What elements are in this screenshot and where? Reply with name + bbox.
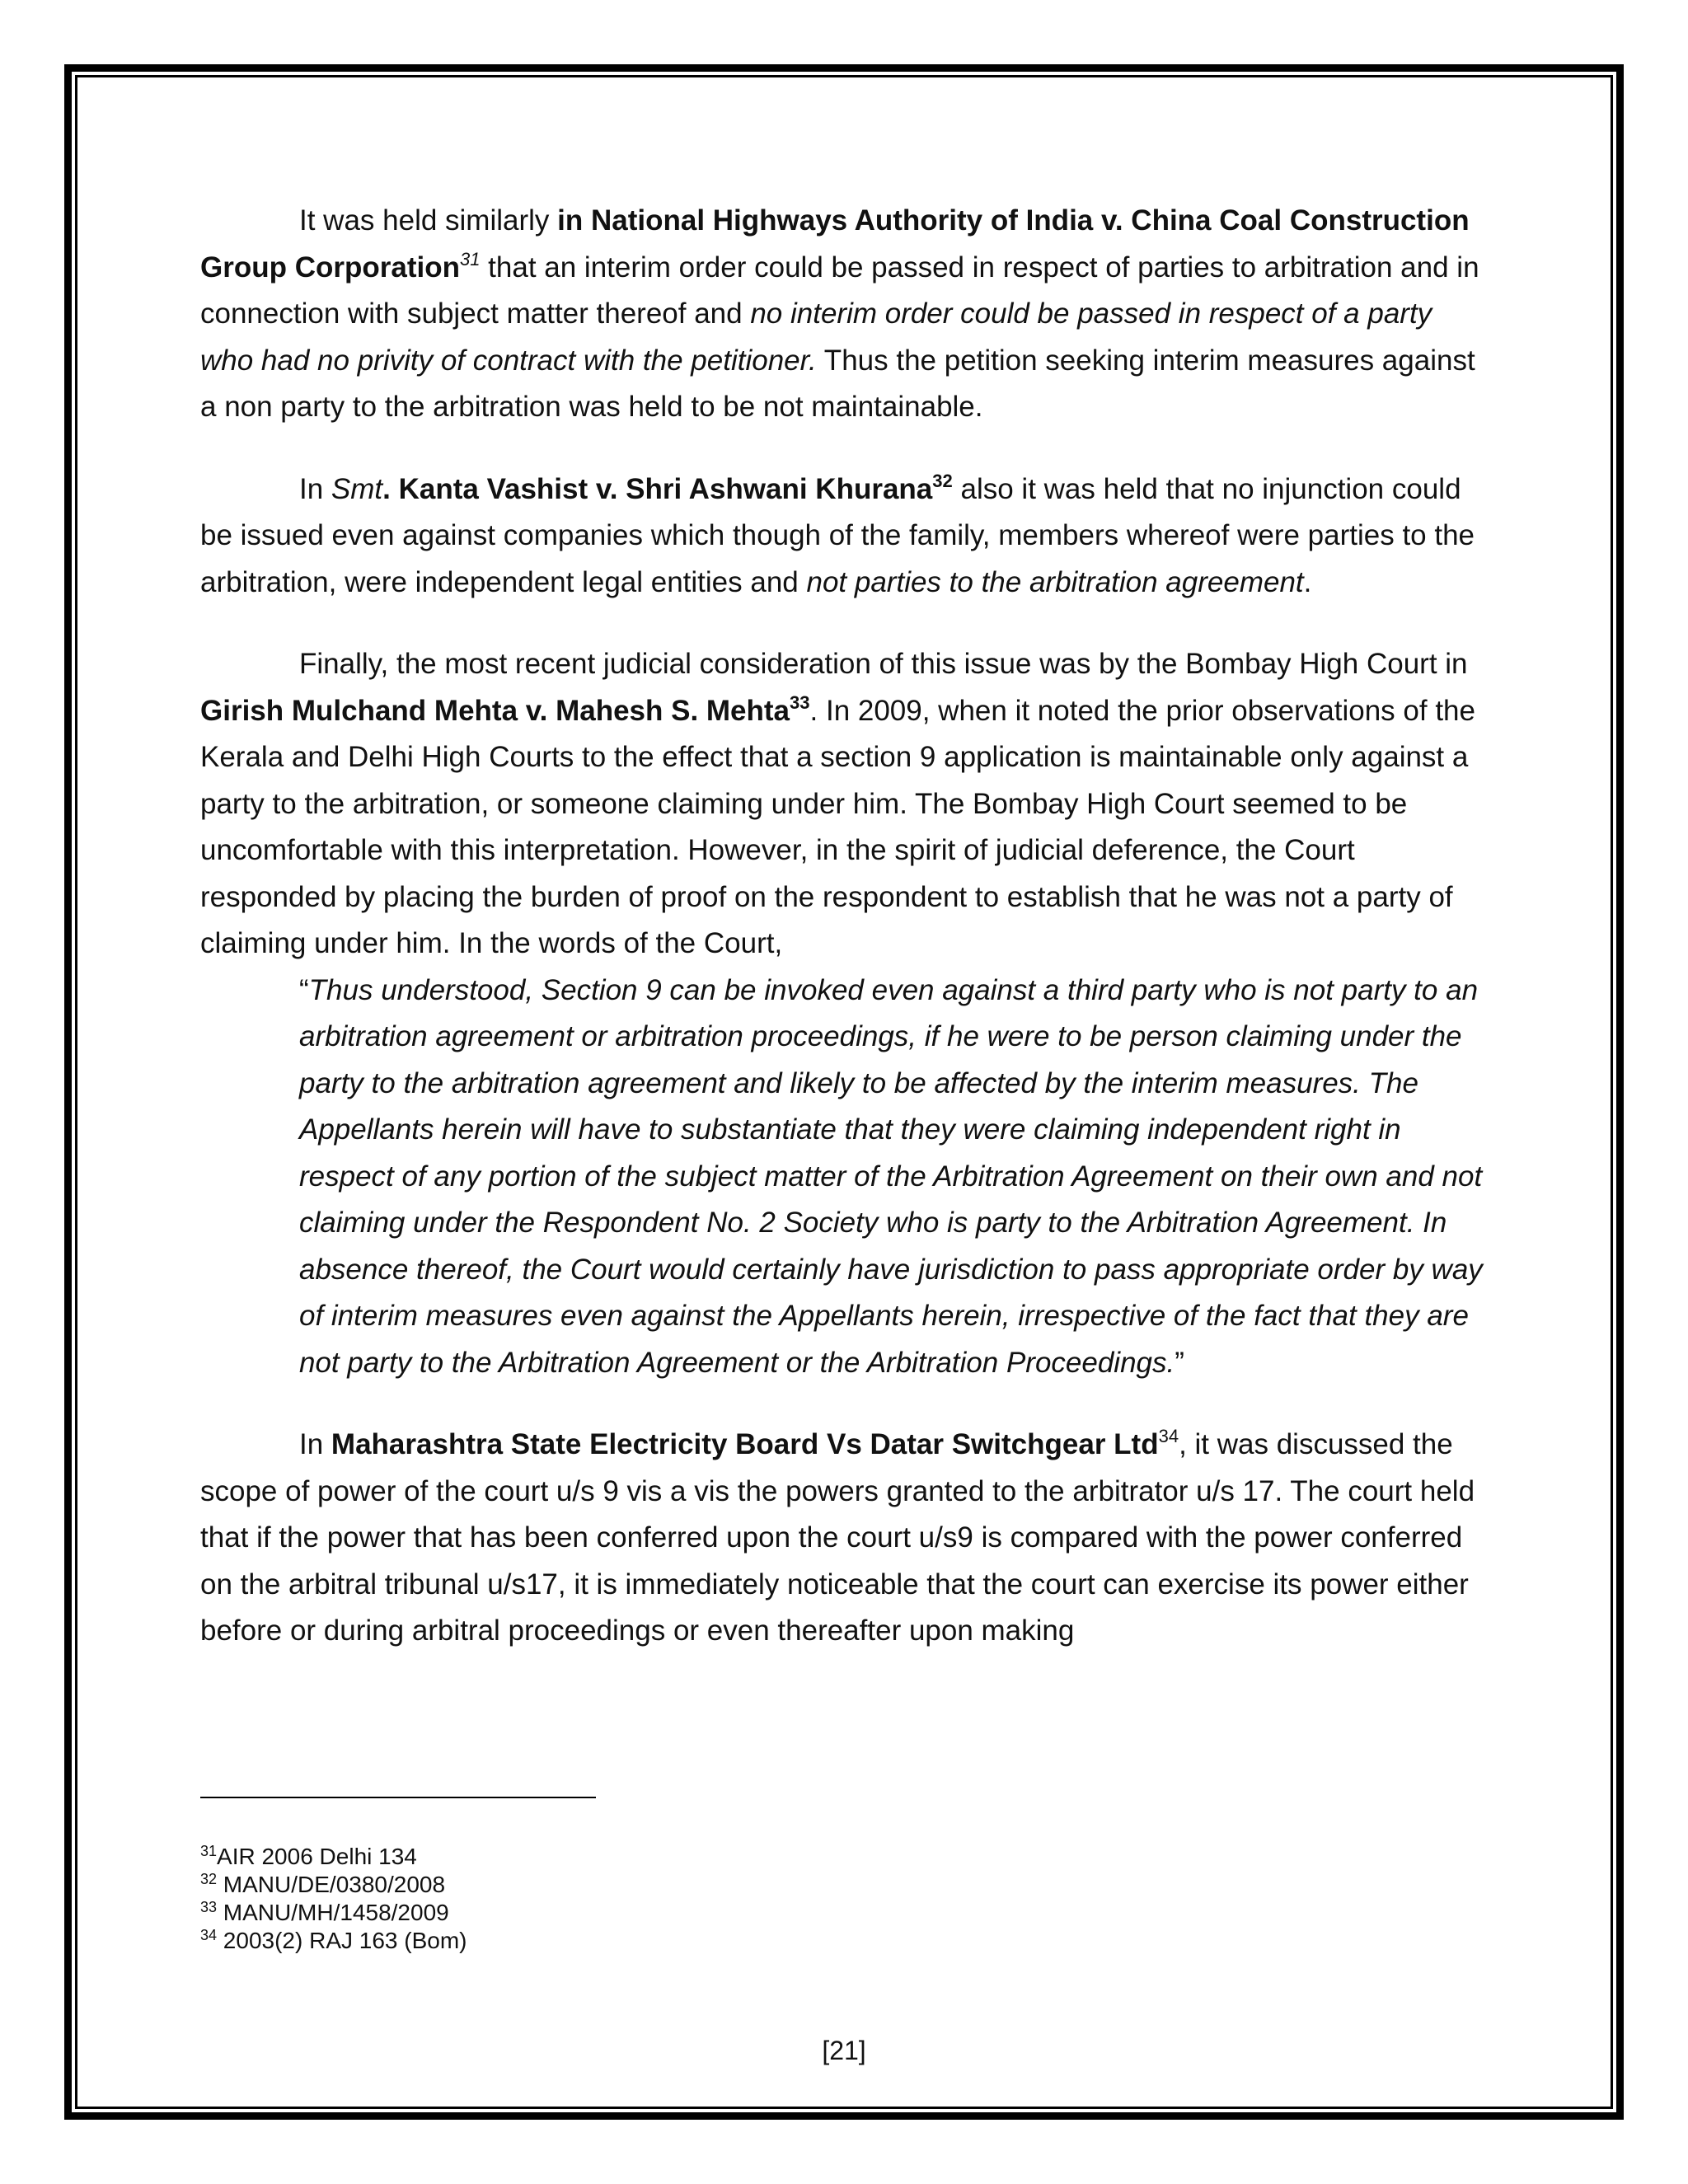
footnotes <box>200 1843 467 1955</box>
footnote-ref-34[interactable]: 34 <box>1158 1426 1179 1446</box>
case-name: in National Highways Authority of India v. China Coal Construction Group Corporation <box>200 204 1470 284</box>
text: also it was held that no injunction could be issued even against companies which though of the family, members whereof were parties to the arbitration, were independent legal entities and <box>200 472 1475 598</box>
open-quote: “ <box>299 973 309 1006</box>
footnote-32: $^{32}$ MANU/DE/0380/2008 <box>200 1871 446 1897</box>
case-name: . Kanta Vashist v. Shri Ashwani Khurana <box>382 472 933 505</box>
footnote-33: $^{33}$ MANU/MH/1458/2009 <box>200 1899 449 1925</box>
paragraph-national-highways <box>200 198 1486 431</box>
text: that an interim order could be passed in respect of parties to arbitration and in connection with subject matter thereof and <box>200 251 1479 330</box>
footnote-31: $^{31}$AIR 2006 Delhi 134 <box>200 1843 417 1869</box>
paragraph-kanta-vashist <box>200 466 1486 607</box>
footnote-ref-31[interactable]: 31 <box>459 248 481 269</box>
case-name: Maharashtra State Electricity Board Vs Datar Switchgear Ltd <box>331 1428 1159 1460</box>
page-number: [21] <box>822 2036 866 2065</box>
footnote-34: $^{34}$ 2003(2) RAJ 163 (Bom) <box>200 1927 467 1953</box>
footnote-ref-33[interactable]: 33 <box>790 691 810 713</box>
text: . <box>1303 565 1312 598</box>
close-quote: ” <box>1175 1346 1184 1379</box>
footnote-separator <box>200 1797 596 1798</box>
emphasis-text: Smt <box>331 472 383 505</box>
text: Thus the petition seeking interim measures against a non party to the arbitration was held to be not maintainable. <box>200 344 1475 423</box>
text: It was held similarly <box>299 204 558 237</box>
emphasis-text: no interim order could be passed in respect of a party who had no privity of contract with the petitioner. <box>200 298 1432 377</box>
case-name: Girish Mulchand Mehta v. Mahesh S. Mehta <box>200 694 790 727</box>
text: . In 2009, when it noted the prior observations of the Kerala and Delhi High Courts to the effect that a section 9 application is maintainable only against a party to the arbitration, or someone claiming under him. The Bombay High Court seemed to be uncomfortable with this interpretation. However, in the spirit of judicial deference, the Court responded by placing the burden of proof on the respondent to establish that he was not a party of claiming under him. In the words of the Court, <box>200 694 1475 959</box>
paragraph-girish-mehta <box>200 641 1486 968</box>
text: , it was discussed the scope of power of the court u/s 9 vis a vis the powers granted to the arbitrator u/s 17. The court held that if the power that has been conferred upon the court u/s9 is compared with the power conferred on the arbitral tribunal u/s17, it is immediately noticeable that the court can exercise its power either before or during arbitral proceedings or even thereafter upon making <box>200 1428 1475 1647</box>
block-quote <box>299 968 1486 1387</box>
quote-text: Thus understood, Section 9 can be invoked even against a third party who is not party to an arbitration agreement or arbitration proceedings, if he were to be person claiming under the party to the arbitration agreement and likely to be affected by the interim measures. The Appellants herein will have to substantiate that they were claiming independent right in respect of any portion of the subject matter of the Arbitration Agreement on their own and not claiming under the Respondent No. 2 Society who is party to the Arbitration Agreement. In absence thereof, the Court would certainly have jurisdiction to pass appropriate order by way of interim measures even against the Appellants herein, irrespective of the fact that they are not party to the Arbitration Agreement or the Arbitration Proceedings. <box>299 973 1483 1379</box>
text: In <box>299 1428 331 1460</box>
paragraph-maharashtra <box>200 1422 1486 1655</box>
footnote-ref-32[interactable]: 32 <box>932 470 953 491</box>
document-body <box>200 198 1486 1655</box>
text: Finally, the most recent judicial consideration of this issue was by the Bombay High Court in <box>299 648 1468 680</box>
emphasis-text: not parties to the arbitration agreement <box>806 565 1304 598</box>
text: In <box>299 472 331 505</box>
